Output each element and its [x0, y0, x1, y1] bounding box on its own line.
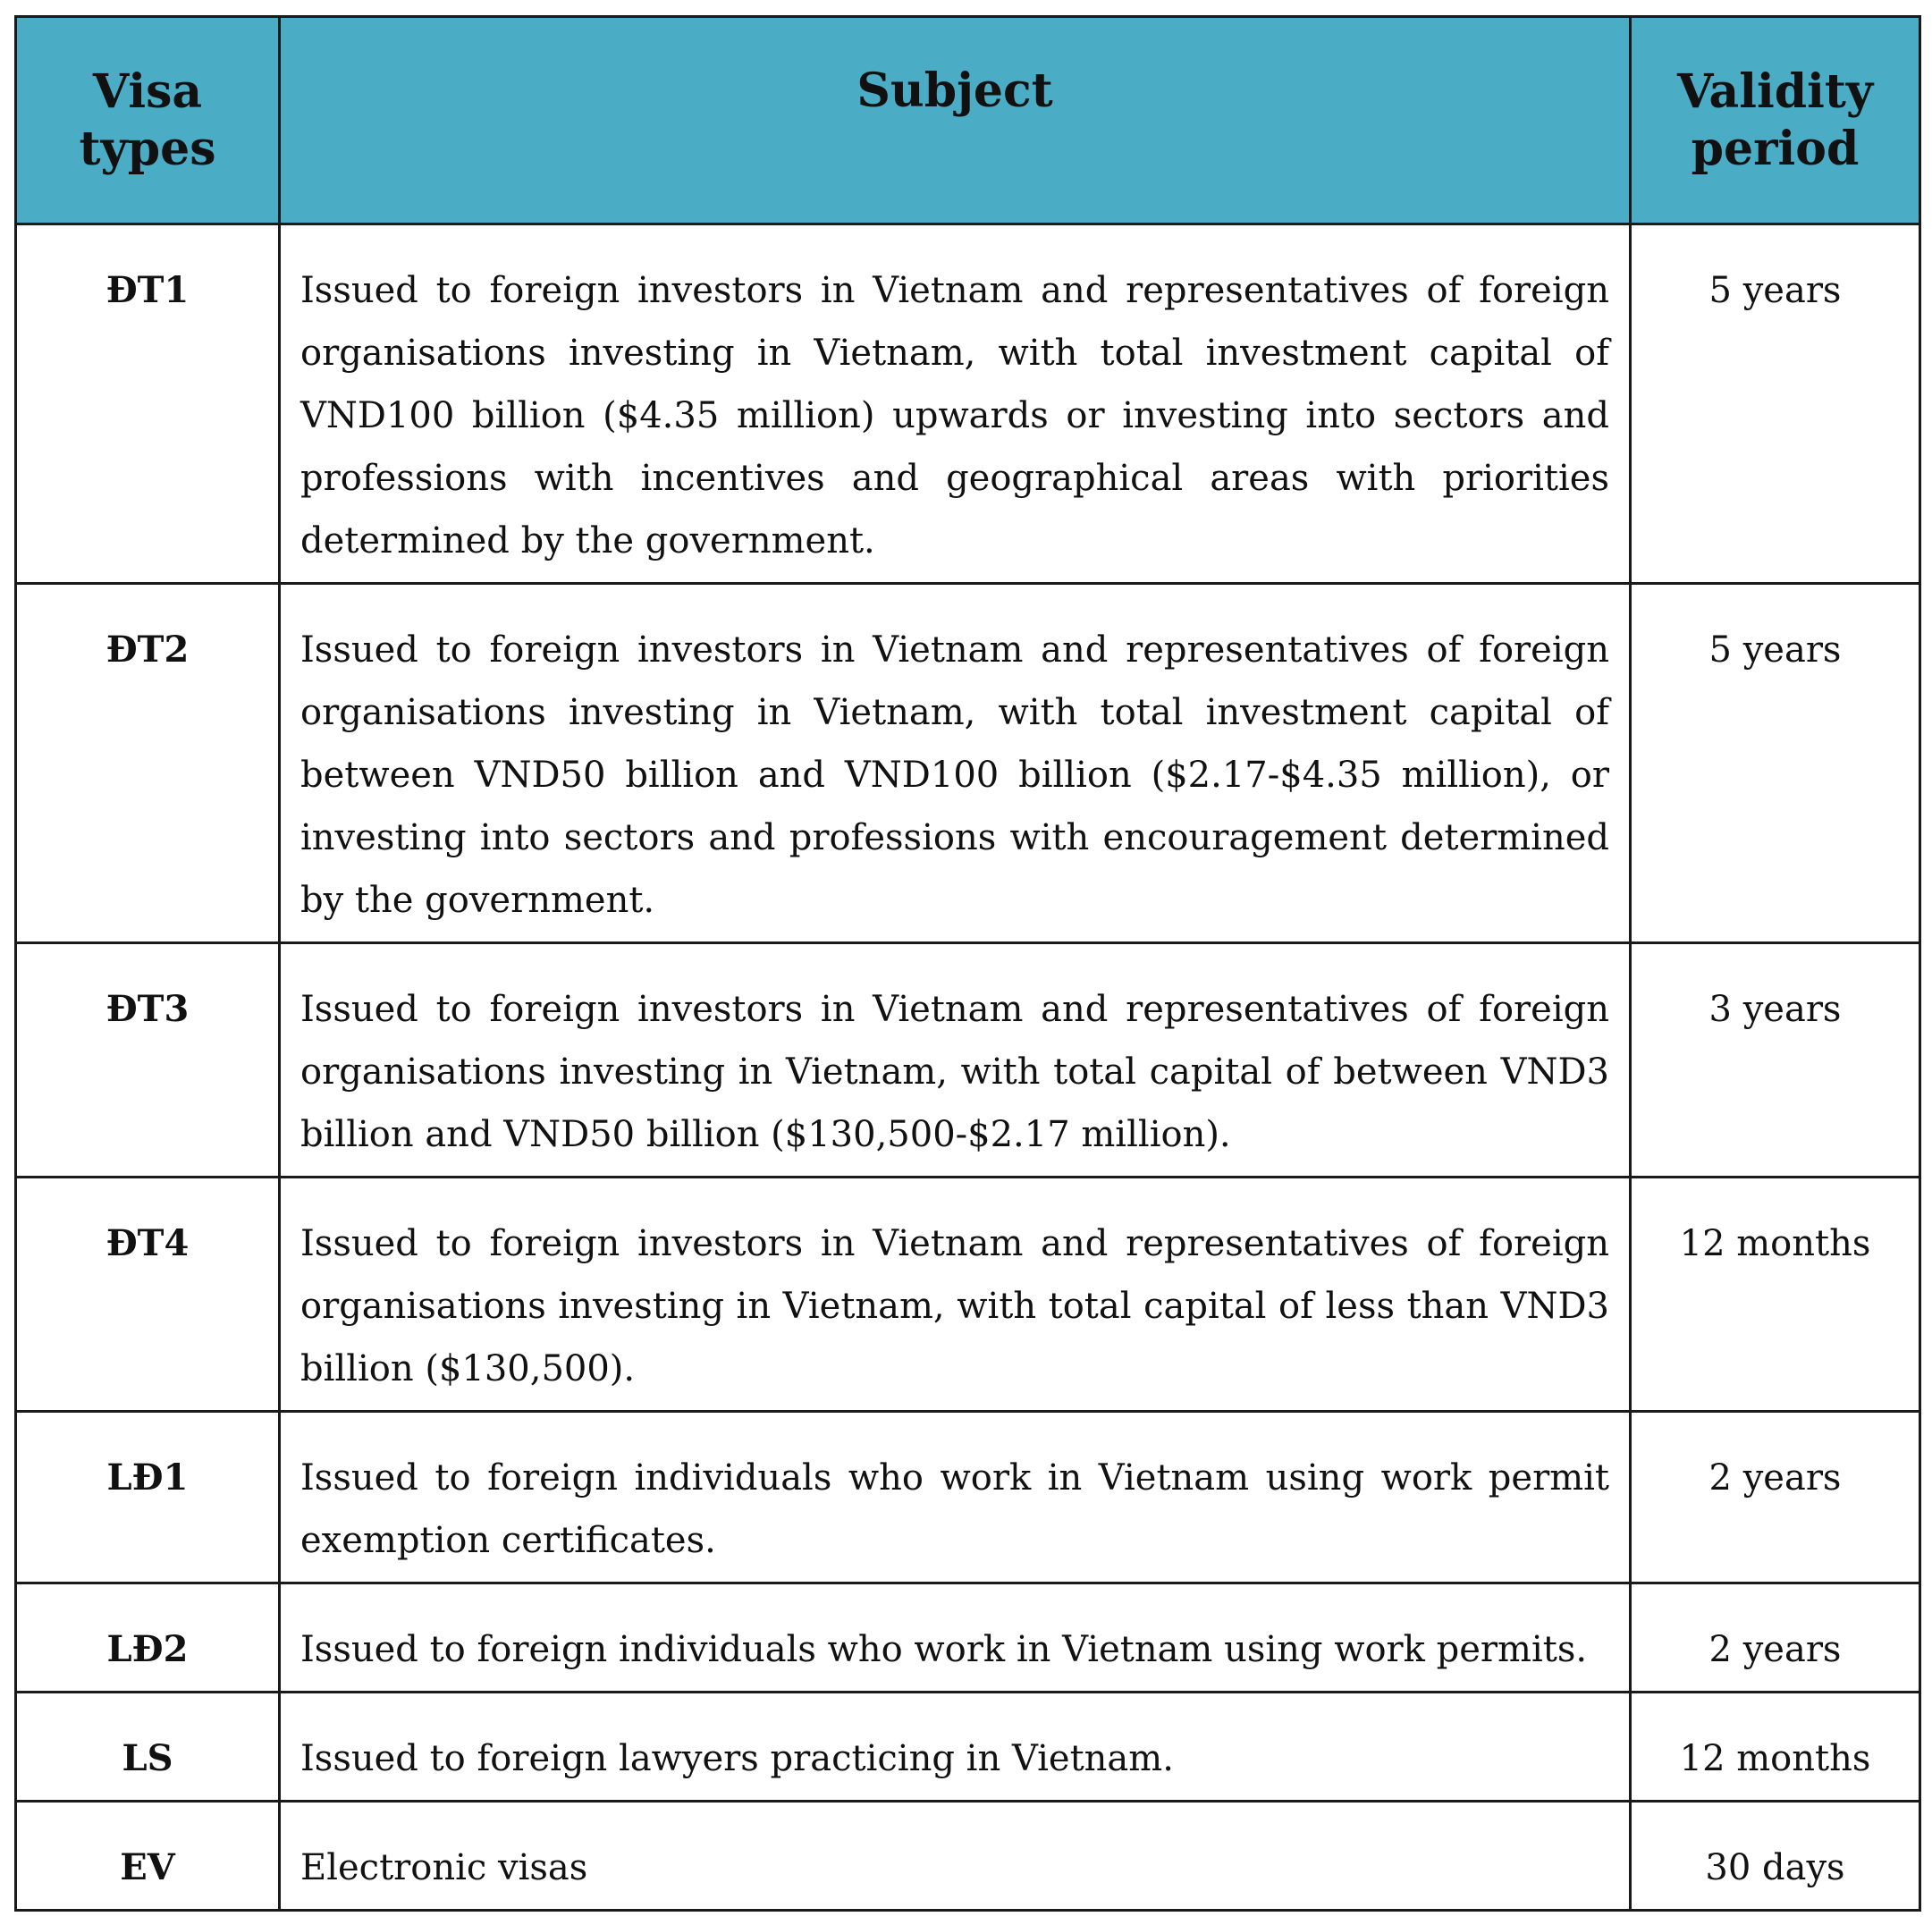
subject-cell: Issued to foreign investors in Vietnam and representatives of foreign organisations investing in Vietnam, with total capital of between VND3 billion and VND50 billion ($130,500-$2.17 million). [280, 943, 1631, 1178]
visa-type-cell: ĐT3 [16, 943, 280, 1178]
table-row [16, 1583, 1920, 1693]
validity-period-cell: 2 years [1631, 1583, 1920, 1693]
table-row [16, 1412, 1920, 1583]
validity-period-cell: 2 years [1631, 1412, 1920, 1583]
table-row [16, 1178, 1920, 1412]
validity-period-cell: 30 days [1631, 1802, 1920, 1911]
validity-period-cell: 12 months [1631, 1178, 1920, 1412]
visa-type-cell: LĐ1 [16, 1412, 280, 1583]
visa-types-table [14, 15, 1921, 1912]
header-validity-period: Validity period [1631, 17, 1920, 224]
subject-cell: Issued to foreign lawyers practicing in Vietnam. [280, 1693, 1631, 1802]
table-row [16, 584, 1920, 943]
header-subject: Subject [280, 17, 1631, 224]
validity-period-cell: 12 months [1631, 1693, 1920, 1802]
header-row [16, 17, 1920, 224]
table-body [16, 224, 1920, 1911]
subject-cell: Issued to foreign individuals who work in Vietnam using work permit exemption certificates. [280, 1412, 1631, 1583]
table-row [16, 1693, 1920, 1802]
visa-type-cell: ĐT4 [16, 1178, 280, 1412]
table-row [16, 1802, 1920, 1911]
table-row [16, 224, 1920, 584]
subject-cell: Electronic visas [280, 1802, 1631, 1911]
visa-type-cell: ĐT1 [16, 224, 280, 584]
subject-cell: Issued to foreign investors in Vietnam and representatives of foreign organisations investing in Vietnam, with total investment capital of VND100 billion ($4.35 million) upwards or investing into sectors and professions with incentives and geographical areas with priorities determined by the government. [280, 224, 1631, 584]
visa-type-cell: LĐ2 [16, 1583, 280, 1693]
visa-type-cell: LS [16, 1693, 280, 1802]
header-visa-types: Visa types [16, 17, 280, 224]
subject-cell: Issued to foreign individuals who work in Vietnam using work permits. [280, 1583, 1631, 1693]
validity-period-cell: 5 years [1631, 224, 1920, 584]
visa-type-cell: ĐT2 [16, 584, 280, 943]
subject-cell: Issued to foreign investors in Vietnam and representatives of foreign organisations investing in Vietnam, with total investment capital of between VND50 billion and VND100 billion ($2.17-$4.35 million), or investing into sectors and professions with encouragement determined by the government. [280, 584, 1631, 943]
table-row [16, 943, 1920, 1178]
table-header [16, 17, 1920, 224]
visa-type-cell: EV [16, 1802, 280, 1911]
validity-period-cell: 5 years [1631, 584, 1920, 943]
subject-cell: Issued to foreign investors in Vietnam and representatives of foreign organisations investing in Vietnam, with total capital of less than VND3 billion ($130,500). [280, 1178, 1631, 1412]
validity-period-cell: 3 years [1631, 943, 1920, 1178]
